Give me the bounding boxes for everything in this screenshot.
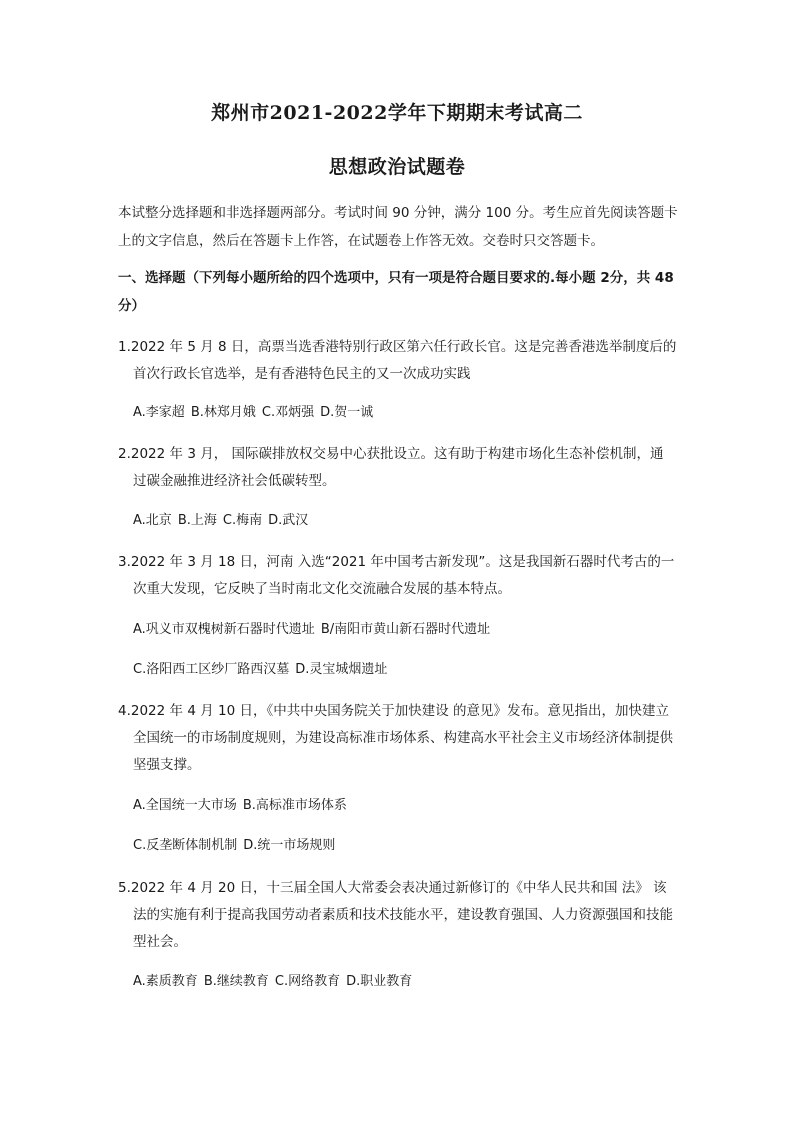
question-3-option-d[interactable]: D.灵宝城烟遗址: [295, 662, 388, 677]
question-1-option-c[interactable]: C.邓炳强: [261, 405, 315, 420]
question-4-stem-cont: 全国统一的市场制度规则，为建设高标准市场体系、构建高水平社会主义市场经济体制提供坚强支撑。: [133, 730, 673, 773]
question-3-option-c[interactable]: C.洛阳西工区纱厂路西汉墓: [133, 662, 290, 677]
question-4-options-row2: [133, 836, 335, 856]
exam-instructions: 本试整分选择题和非选择题两部分。考试时间 90 分钟，满分 100 分。考生应首先阅读答题卡上的文字信息，然后在答题卡上作答，在试题卷上作答无效。交卷时只交答题卡。: [118, 205, 678, 249]
exam-subtitle: 思想政治试题卷: [328, 156, 466, 178]
question-5-option-b[interactable]: B.继续教育: [203, 974, 269, 989]
question-3-stem: 3.2022 年 3 月 18 日，河南 入选“2021 年中国考古新发现”。这是我国新石器时代考古的一: [118, 554, 675, 570]
question-4-option-c[interactable]: C.反垄断体制机制: [133, 838, 238, 853]
question-1-stem-cont: 首次行政长官选举，是有香港特色民主的又一次成功实践: [133, 366, 471, 382]
question-5: [118, 875, 678, 956]
question-2-option-d[interactable]: D.武汉: [268, 513, 309, 528]
question-1-option-b[interactable]: B.林郑月娥: [190, 405, 256, 420]
question-4-options-row1: [133, 796, 347, 816]
question-2-option-a[interactable]: A.北京: [133, 513, 172, 528]
question-3-stem-cont: 次重大发现，它反映了当时南北文化交流融合发展的基本特点。: [133, 581, 511, 597]
question-1-stem: 1.2022 年 5 月 8 日，高票当选香港特别行政区第六任行政长官。这是完善香港选举制度后的: [118, 339, 677, 355]
question-3-options-row2: [133, 660, 387, 680]
question-1-option-a[interactable]: A.李家超: [133, 405, 185, 420]
question-2: [118, 441, 678, 495]
question-4-option-d[interactable]: D.统一市场规则: [243, 838, 336, 853]
question-5-options: [133, 972, 412, 992]
question-2-option-c[interactable]: C.梅南: [222, 513, 263, 528]
exam-title: 郑州市2021-2022学年下期期末考试高二: [211, 102, 583, 124]
question-1: [118, 334, 678, 388]
question-5-option-c[interactable]: C.网络教育: [274, 974, 341, 989]
question-2-stem-cont: 过碳金融推进经济社会低碳转型。: [133, 473, 336, 489]
question-1-options: [133, 403, 373, 423]
question-3-option-b[interactable]: B/南阳市黄山新石器时代遗址: [320, 622, 491, 637]
question-2-options: [133, 511, 308, 531]
section-heading: 一、选择题（下列每小题所给的四个选项中，只有一项是符合题目要求的.每小题 2分，共 48 分）: [118, 270, 674, 314]
question-4-stem: 4.2022 年 4 月 10 日，《中共中央国务院关于加快建设 的意见》发布。意见指出，加快建立: [118, 703, 670, 719]
question-2-option-b[interactable]: B.上海: [177, 513, 217, 528]
question-4-option-b[interactable]: B.高标准市场体系: [242, 798, 347, 813]
question-2-stem: 2.2022 年 3 月， 国际碳排放权交易中心获批设立。这有助于构建市场化生态补偿机制，通: [118, 446, 664, 462]
question-3: [118, 549, 678, 603]
question-5-stem-cont: 法的实施有利于提高我国劳动者素质和技术技能水平，建设教育强国、人力资源强国和技能型社会。: [133, 907, 673, 950]
question-4-option-a[interactable]: A.全国统一大市场: [133, 798, 237, 813]
question-3-options-row1: [133, 620, 490, 640]
question-5-option-a[interactable]: A.素质教育: [133, 974, 198, 989]
question-5-stem: 5.2022 年 4 月 20 日，十三届全国人大常委会表决通过新修订的《中华人民共和国 法》 该: [118, 880, 667, 896]
question-3-option-a[interactable]: A.巩义市双槐树新石器时代遗址: [133, 622, 315, 637]
question-4: [118, 698, 678, 779]
question-5-option-d[interactable]: D.职业教育: [346, 974, 413, 989]
question-1-option-d[interactable]: D.贺一诚: [320, 405, 374, 420]
